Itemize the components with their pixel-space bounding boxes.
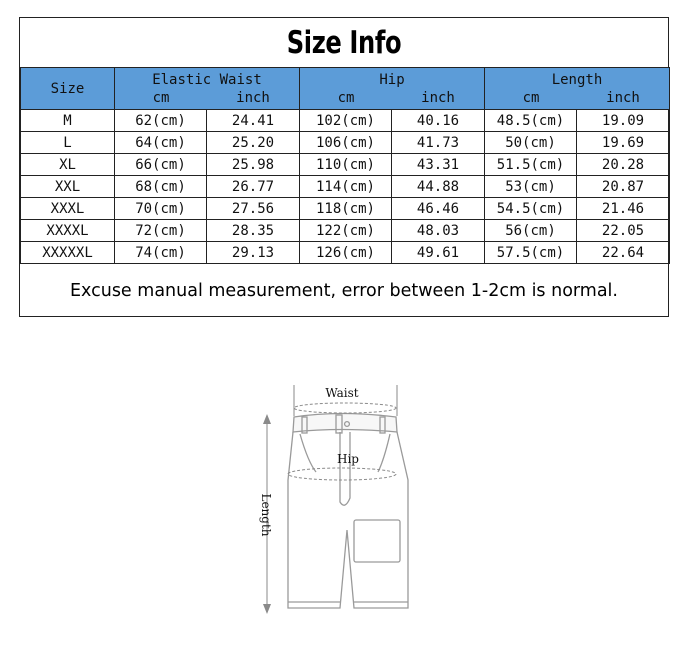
waist-inch-cell: 27.56 — [207, 198, 300, 220]
page-title: Size Info — [286, 24, 402, 61]
hip-cm-cell: 110(cm) — [300, 154, 392, 176]
hip-inch-cell: 48.03 — [392, 220, 485, 242]
hip-cm-cell: 118(cm) — [300, 198, 392, 220]
hip-column-header — [300, 68, 485, 110]
length-inch-cell: 19.69 — [577, 132, 670, 154]
waist-cm-cell: 68(cm) — [115, 176, 207, 198]
waist-cm-cell: 74(cm) — [115, 242, 207, 264]
length-cm-cell: 53(cm) — [485, 176, 577, 198]
size-cell: XL — [21, 154, 115, 176]
hip-cm-unit: cm — [337, 90, 355, 106]
table-row — [21, 154, 670, 176]
waist-cm-cell: 72(cm) — [115, 220, 207, 242]
size-cell: XXXXXL — [21, 242, 115, 264]
table-row — [21, 198, 670, 220]
hip-inch-cell: 49.61 — [392, 242, 485, 264]
waist-cm-unit: cm — [152, 90, 170, 106]
length-inch-unit: inch — [606, 90, 640, 106]
table-row — [21, 176, 670, 198]
hip-diagram-label: Hip — [337, 452, 359, 466]
length-cm-cell: 48.5(cm) — [485, 110, 577, 132]
length-inch-cell: 19.09 — [577, 110, 670, 132]
hip-cm-cell: 106(cm) — [300, 132, 392, 154]
hip-inch-cell: 46.46 — [392, 198, 485, 220]
hip-cm-cell: 126(cm) — [300, 242, 392, 264]
waist-inch-cell: 25.20 — [207, 132, 300, 154]
waist-inch-cell: 25.98 — [207, 154, 300, 176]
table-row — [21, 132, 670, 154]
size-info-card — [19, 17, 669, 317]
size-cell: XXXL — [21, 198, 115, 220]
length-cm-cell: 56(cm) — [485, 220, 577, 242]
hip-inch-unit: inch — [421, 90, 455, 106]
table-row — [21, 110, 670, 132]
length-inch-cell: 20.28 — [577, 154, 670, 176]
length-inch-cell: 22.64 — [577, 242, 670, 264]
length-cm-cell: 57.5(cm) — [485, 242, 577, 264]
length-cm-cell: 51.5(cm) — [485, 154, 577, 176]
waist-cm-cell: 70(cm) — [115, 198, 207, 220]
shorts-measurement-diagram — [250, 380, 430, 620]
length-cm-unit: cm — [522, 90, 540, 106]
hip-cm-cell: 102(cm) — [300, 110, 392, 132]
length-cm-cell: 54.5(cm) — [485, 198, 577, 220]
hip-cm-cell: 114(cm) — [300, 176, 392, 198]
size-table — [20, 67, 670, 264]
hip-cm-cell: 122(cm) — [300, 220, 392, 242]
hip-inch-cell: 41.73 — [392, 132, 485, 154]
waist-inch-cell: 28.35 — [207, 220, 300, 242]
size-cell: M — [21, 110, 115, 132]
hip-inch-cell: 44.88 — [392, 176, 485, 198]
waist-diagram-label: Waist — [325, 386, 359, 400]
length-diagram-label: Length — [259, 493, 273, 537]
table-header-row — [21, 68, 670, 110]
size-column-header: Size — [21, 68, 115, 110]
hip-inch-cell: 43.31 — [392, 154, 485, 176]
length-inch-cell: 22.05 — [577, 220, 670, 242]
waist-cm-cell: 64(cm) — [115, 132, 207, 154]
waist-cm-cell: 66(cm) — [115, 154, 207, 176]
size-cell: L — [21, 132, 115, 154]
length-inch-cell: 20.87 — [577, 176, 670, 198]
waist-column-header — [115, 68, 300, 110]
hip-group-label: Hip — [379, 72, 405, 88]
length-group-label: Length — [551, 72, 603, 88]
waist-cm-cell: 62(cm) — [115, 110, 207, 132]
measurement-note: Excuse manual measurement, error between 1-2cm is normal. — [70, 281, 618, 301]
length-inch-cell: 21.46 — [577, 198, 670, 220]
waist-inch-unit: inch — [236, 90, 270, 106]
length-column-header — [485, 68, 670, 110]
shorts-outline-illustration — [250, 380, 430, 620]
waist-inch-cell: 26.77 — [207, 176, 300, 198]
length-cm-cell: 50(cm) — [485, 132, 577, 154]
table-row — [21, 220, 670, 242]
size-cell: XXL — [21, 176, 115, 198]
table-row — [21, 242, 670, 264]
waist-inch-cell: 24.41 — [207, 110, 300, 132]
size-cell: XXXXL — [21, 220, 115, 242]
waist-group-label: Elastic Waist — [152, 72, 262, 88]
hip-inch-cell: 40.16 — [392, 110, 485, 132]
waist-inch-cell: 29.13 — [207, 242, 300, 264]
